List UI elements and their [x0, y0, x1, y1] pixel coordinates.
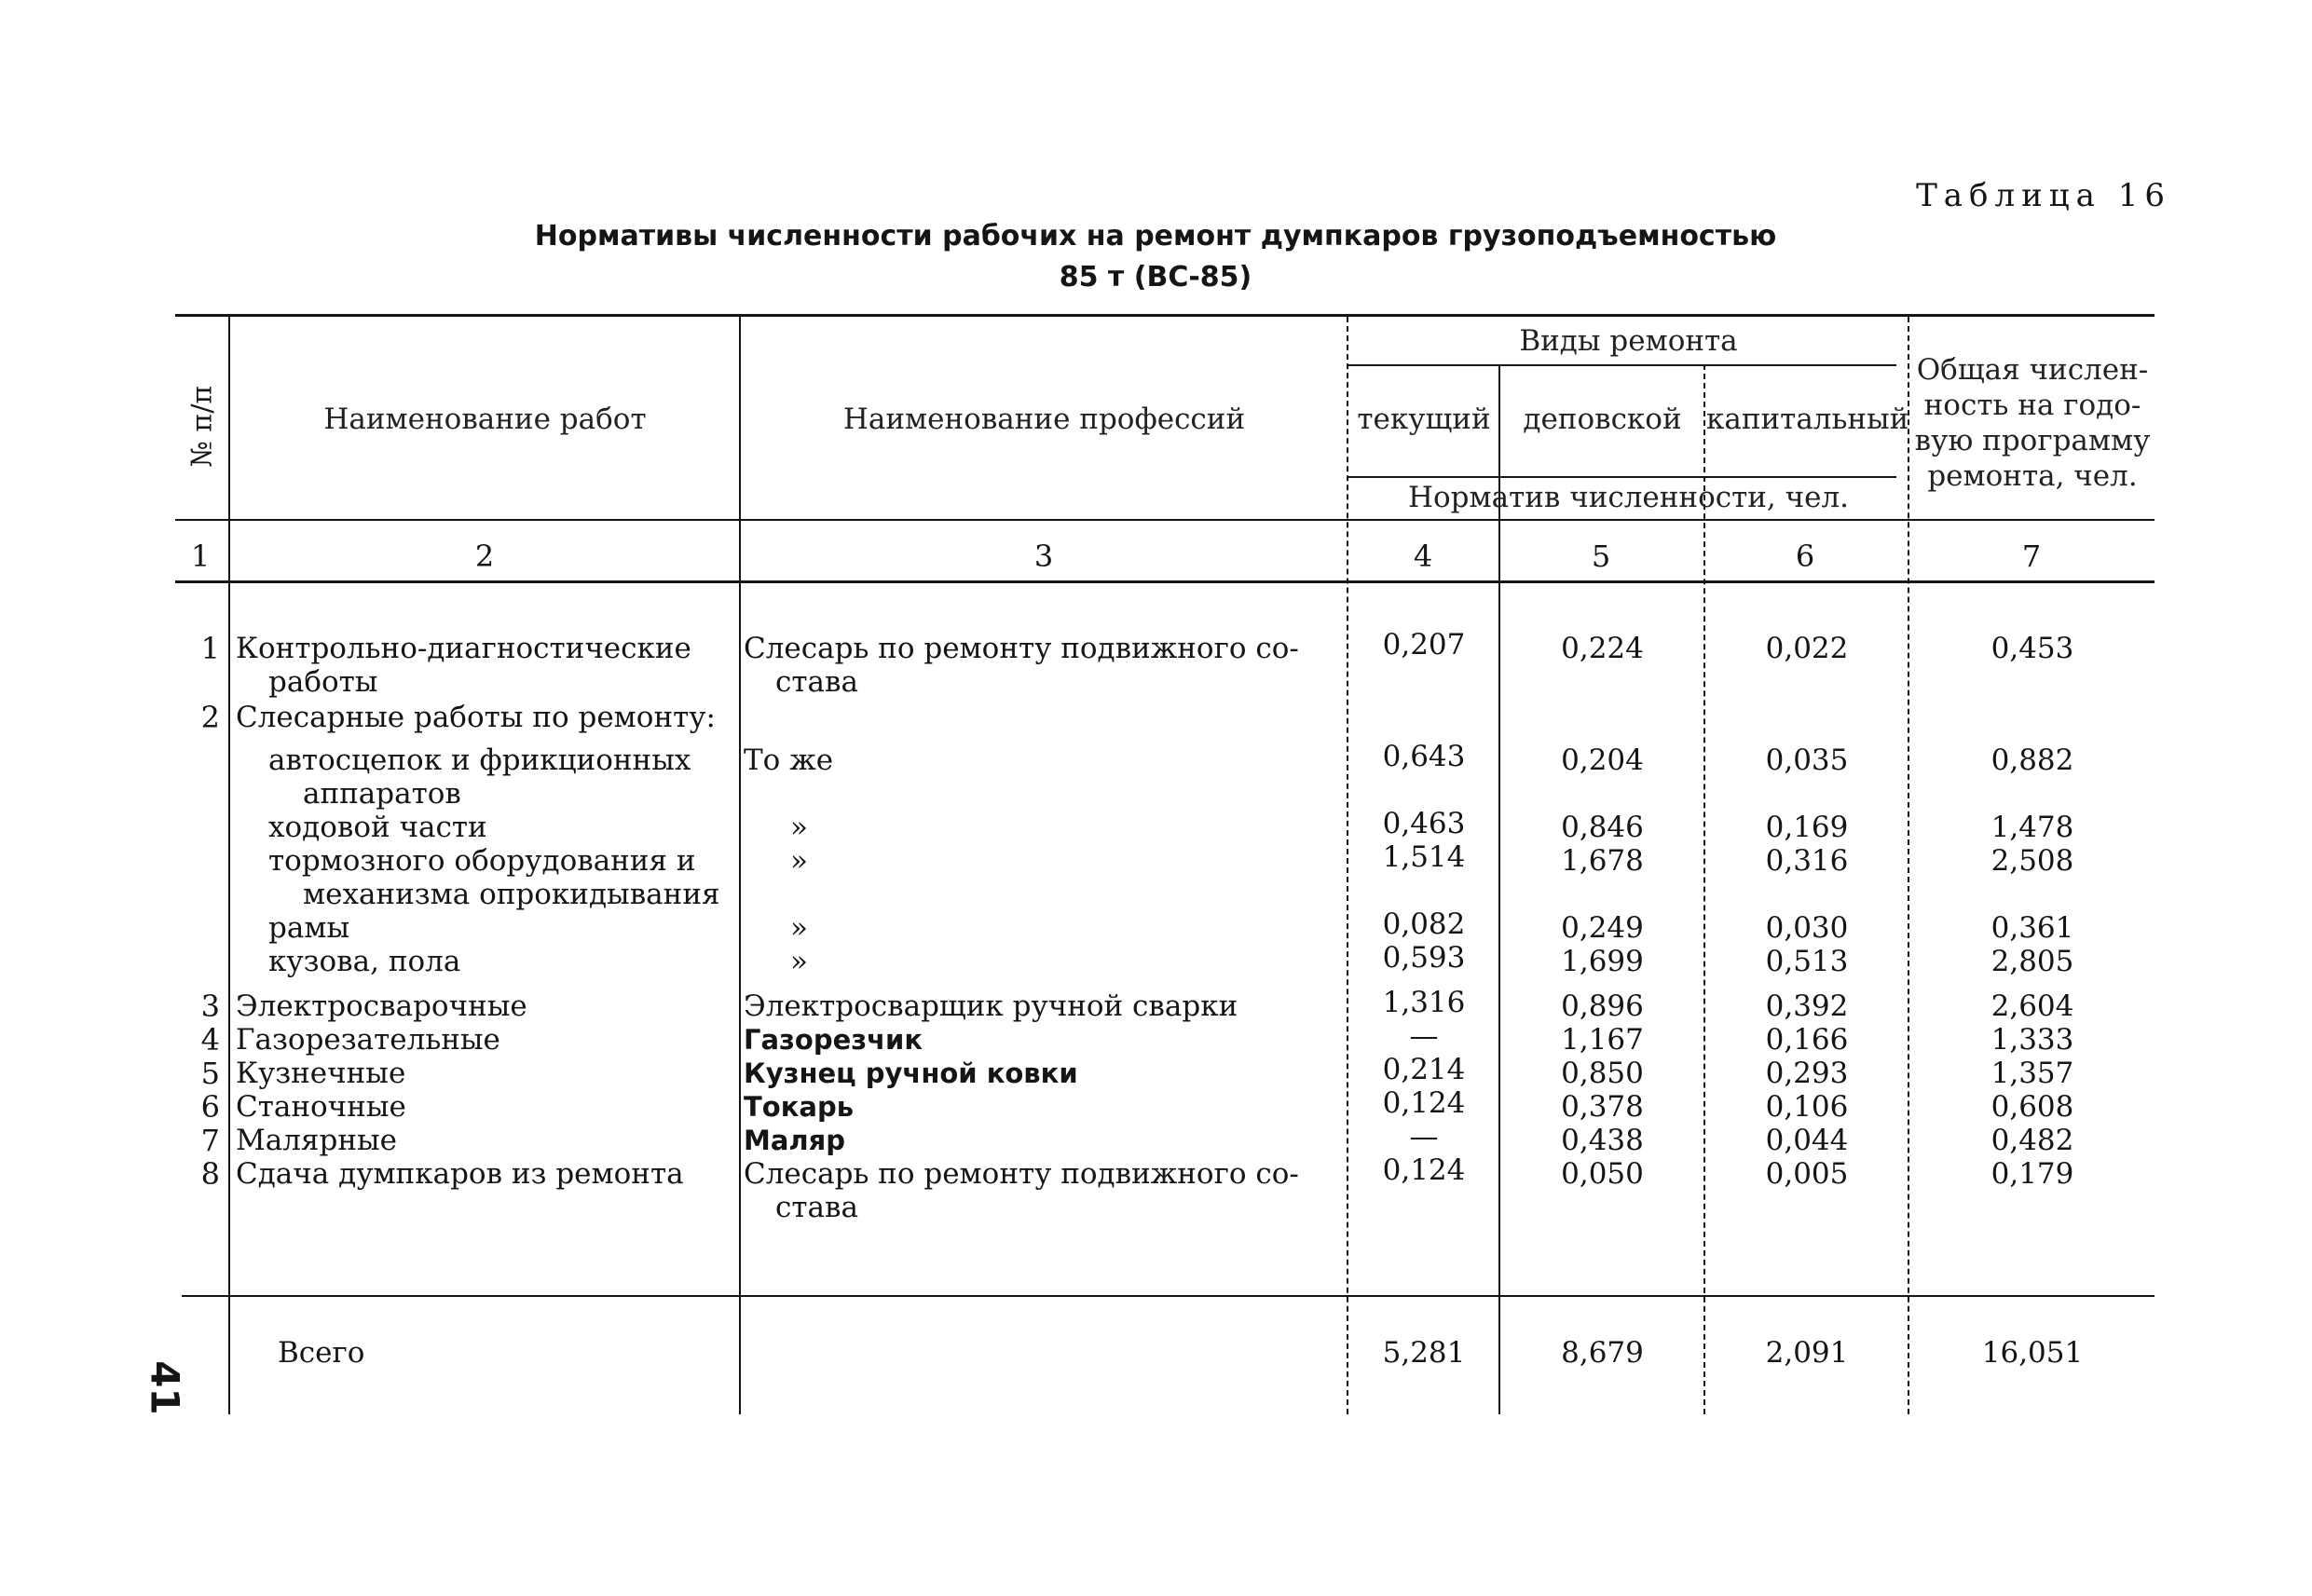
row-number: 3: [200, 989, 220, 1024]
profession-name: »: [790, 811, 808, 844]
header-norm: Норматив численности, чел.: [1407, 481, 1850, 514]
norm-capital: 0,169: [1765, 811, 1849, 844]
column-number-3: 3: [1033, 539, 1054, 574]
header-bottom-rule: [175, 519, 2155, 521]
row-number: 8: [200, 1156, 220, 1192]
norm-current: —: [1409, 1120, 1439, 1153]
work-name: рамы: [268, 911, 350, 945]
work-name: автосцепок и фрикционных: [268, 743, 691, 777]
norm-current: 1,316: [1382, 986, 1466, 1019]
header-total-line-3: вую программу: [1914, 424, 2151, 457]
profession-name: Слесарь по ремонту подвижного со-: [744, 632, 1299, 665]
norm-depot: 0,896: [1561, 989, 1644, 1023]
norm-depot: 0,204: [1561, 743, 1644, 777]
total-program-value: 0,453: [1991, 632, 2074, 665]
norm-current: 0,207: [1382, 628, 1466, 662]
row-number: 5: [200, 1056, 220, 1091]
total-program-value: 0,361: [1991, 911, 2074, 945]
norm-depot: 1,167: [1561, 1023, 1644, 1057]
norm-current: 0,593: [1382, 941, 1466, 975]
norm-capital: 0,293: [1765, 1057, 1849, 1090]
profession-name: Слесарь по ремонту подвижного со-: [744, 1157, 1299, 1191]
total-program-value: 0,482: [1991, 1124, 2074, 1157]
norm-depot: 1,699: [1561, 945, 1644, 978]
total-program-value: 2,604: [1991, 989, 2074, 1023]
column-divider-6: [1908, 317, 1909, 1414]
table-title: [410, 216, 1901, 298]
column-number-6: 6: [1795, 539, 1815, 574]
norm-depot: 0,438: [1561, 1124, 1644, 1157]
profession-name: »: [790, 844, 808, 878]
norm-current: 0,643: [1382, 740, 1466, 773]
header-total-line-2: ность на годо-: [1923, 389, 2141, 422]
column-number-1: 1: [190, 539, 211, 574]
norm-depot: 0,249: [1561, 911, 1644, 945]
row-number: 1: [200, 631, 220, 666]
work-name: Малярные: [236, 1124, 397, 1157]
profession-name: Кузнец ручной ковки: [744, 1057, 1078, 1089]
work-name: ходовой части: [268, 811, 487, 844]
profession-name: »: [790, 945, 808, 978]
norm-current: 0,463: [1382, 807, 1466, 840]
column-divider-3: [1347, 317, 1348, 1414]
table-number-label: Таблица 16: [1916, 177, 2171, 214]
page-number: 41: [142, 1360, 188, 1415]
profession-name-continued: става: [775, 1191, 858, 1224]
column-divider-1: [228, 317, 230, 1414]
total-current: 5,281: [1382, 1336, 1466, 1370]
norm-current: 0,082: [1382, 907, 1466, 941]
repair-types-rule: [1347, 364, 1896, 366]
header-depot: деповской: [1523, 402, 1682, 436]
norm-current: 0,124: [1382, 1086, 1466, 1120]
work-name: Электросварочные: [236, 989, 527, 1023]
work-name: Кузнечные: [236, 1057, 406, 1090]
header-row-number: № п/п: [185, 385, 219, 468]
norm-capital: 0,166: [1765, 1023, 1849, 1057]
work-name-continued: аппаратов: [303, 777, 461, 811]
header-total-line-4: ремонта, чел.: [1927, 459, 2138, 493]
row-number: 2: [200, 700, 220, 735]
header-total-line-1: Общая числен-: [1916, 353, 2149, 387]
column-divider-2: [739, 317, 741, 1414]
profession-name: Газорезчик: [744, 1024, 923, 1056]
total-separator-rule: [182, 1295, 2155, 1297]
profession-name: Токарь: [744, 1091, 855, 1123]
header-profession: Наименование профессий: [842, 402, 1246, 436]
header-repair-types: Виды ремонта: [1519, 324, 1738, 358]
total-program-value: 2,805: [1991, 945, 2074, 978]
work-name: Газорезательные: [236, 1023, 500, 1057]
total-program-value: 1,357: [1991, 1057, 2074, 1090]
profession-name-continued: става: [775, 665, 858, 699]
norm-capital: 0,035: [1765, 743, 1849, 777]
work-name-continued: работы: [268, 665, 378, 699]
total-program-value: 2,508: [1991, 844, 2074, 878]
work-name-continued: механизма опрокидывания: [303, 878, 720, 911]
column-numbers-rule: [175, 580, 2155, 583]
header-capital: капитальный: [1706, 402, 1909, 436]
column-divider-5: [1703, 364, 1705, 1414]
row-number: 7: [200, 1123, 220, 1158]
total-program-value: 1,333: [1991, 1023, 2074, 1057]
column-number-2: 2: [474, 539, 495, 574]
row-number: 6: [200, 1089, 220, 1125]
work-name: Контрольно-диагностические: [236, 632, 691, 665]
work-name: кузова, пола: [268, 945, 461, 978]
total-program-value: 1,478: [1991, 811, 2074, 844]
norm-capital: 0,005: [1765, 1157, 1849, 1191]
total-program-value: 0,179: [1991, 1157, 2074, 1191]
norm-depot: 0,378: [1561, 1090, 1644, 1124]
profession-name: Электросварщик ручной сварки: [744, 989, 1238, 1023]
work-name: Слесарные работы по ремонту:: [236, 701, 716, 734]
column-divider-4: [1498, 364, 1500, 1414]
work-name: Сдача думпкаров из ремонта: [236, 1157, 684, 1191]
total-depot: 8,679: [1561, 1336, 1644, 1370]
profession-name: То же: [744, 743, 834, 777]
table-title-line-1: Нормативы численности рабочих на ремонт думпкаров грузоподъемностью: [534, 220, 1777, 252]
column-number-4: 4: [1413, 539, 1433, 574]
total-program: 16,051: [1981, 1336, 2084, 1370]
profession-name: Маляр: [744, 1125, 846, 1156]
norm-current: —: [1409, 1019, 1439, 1053]
header-current: текущий: [1357, 402, 1491, 436]
norm-current: 0,214: [1382, 1053, 1466, 1086]
norm-depot: 0,850: [1561, 1057, 1644, 1090]
total-label: Всего: [278, 1336, 365, 1370]
norm-current: 1,514: [1382, 840, 1466, 874]
table-title-line-2: 85 т (ВС-85): [1059, 261, 1252, 293]
norm-capital: 0,316: [1765, 844, 1849, 878]
table-top-rule: [175, 314, 2155, 317]
header-work-name: Наименование работ: [323, 402, 647, 436]
row-number: 4: [200, 1022, 220, 1057]
column-number-7: 7: [2021, 539, 2042, 574]
header-total-program: [1910, 352, 2155, 494]
norm-capital: 0,022: [1765, 632, 1849, 665]
norm-capital: 0,030: [1765, 911, 1849, 945]
total-program-value: 0,882: [1991, 743, 2074, 777]
total-capital: 2,091: [1765, 1336, 1849, 1370]
profession-name: »: [790, 911, 808, 945]
norm-current: 0,124: [1382, 1153, 1466, 1187]
total-program-value: 0,608: [1991, 1090, 2074, 1124]
norm-depot: 0,846: [1561, 811, 1644, 844]
norm-capital: 0,392: [1765, 989, 1849, 1023]
work-name: Станочные: [236, 1090, 406, 1124]
norm-capital: 0,513: [1765, 945, 1849, 978]
norm-depot: 1,678: [1561, 844, 1644, 878]
column-number-5: 5: [1591, 539, 1611, 574]
work-name: тормозного оборудования и: [268, 844, 696, 878]
norm-depot: 0,224: [1561, 632, 1644, 665]
norm-capital: 0,044: [1765, 1124, 1849, 1157]
norm-rule: [1347, 476, 1896, 478]
norm-capital: 0,106: [1765, 1090, 1849, 1124]
norm-depot: 0,050: [1561, 1157, 1644, 1191]
